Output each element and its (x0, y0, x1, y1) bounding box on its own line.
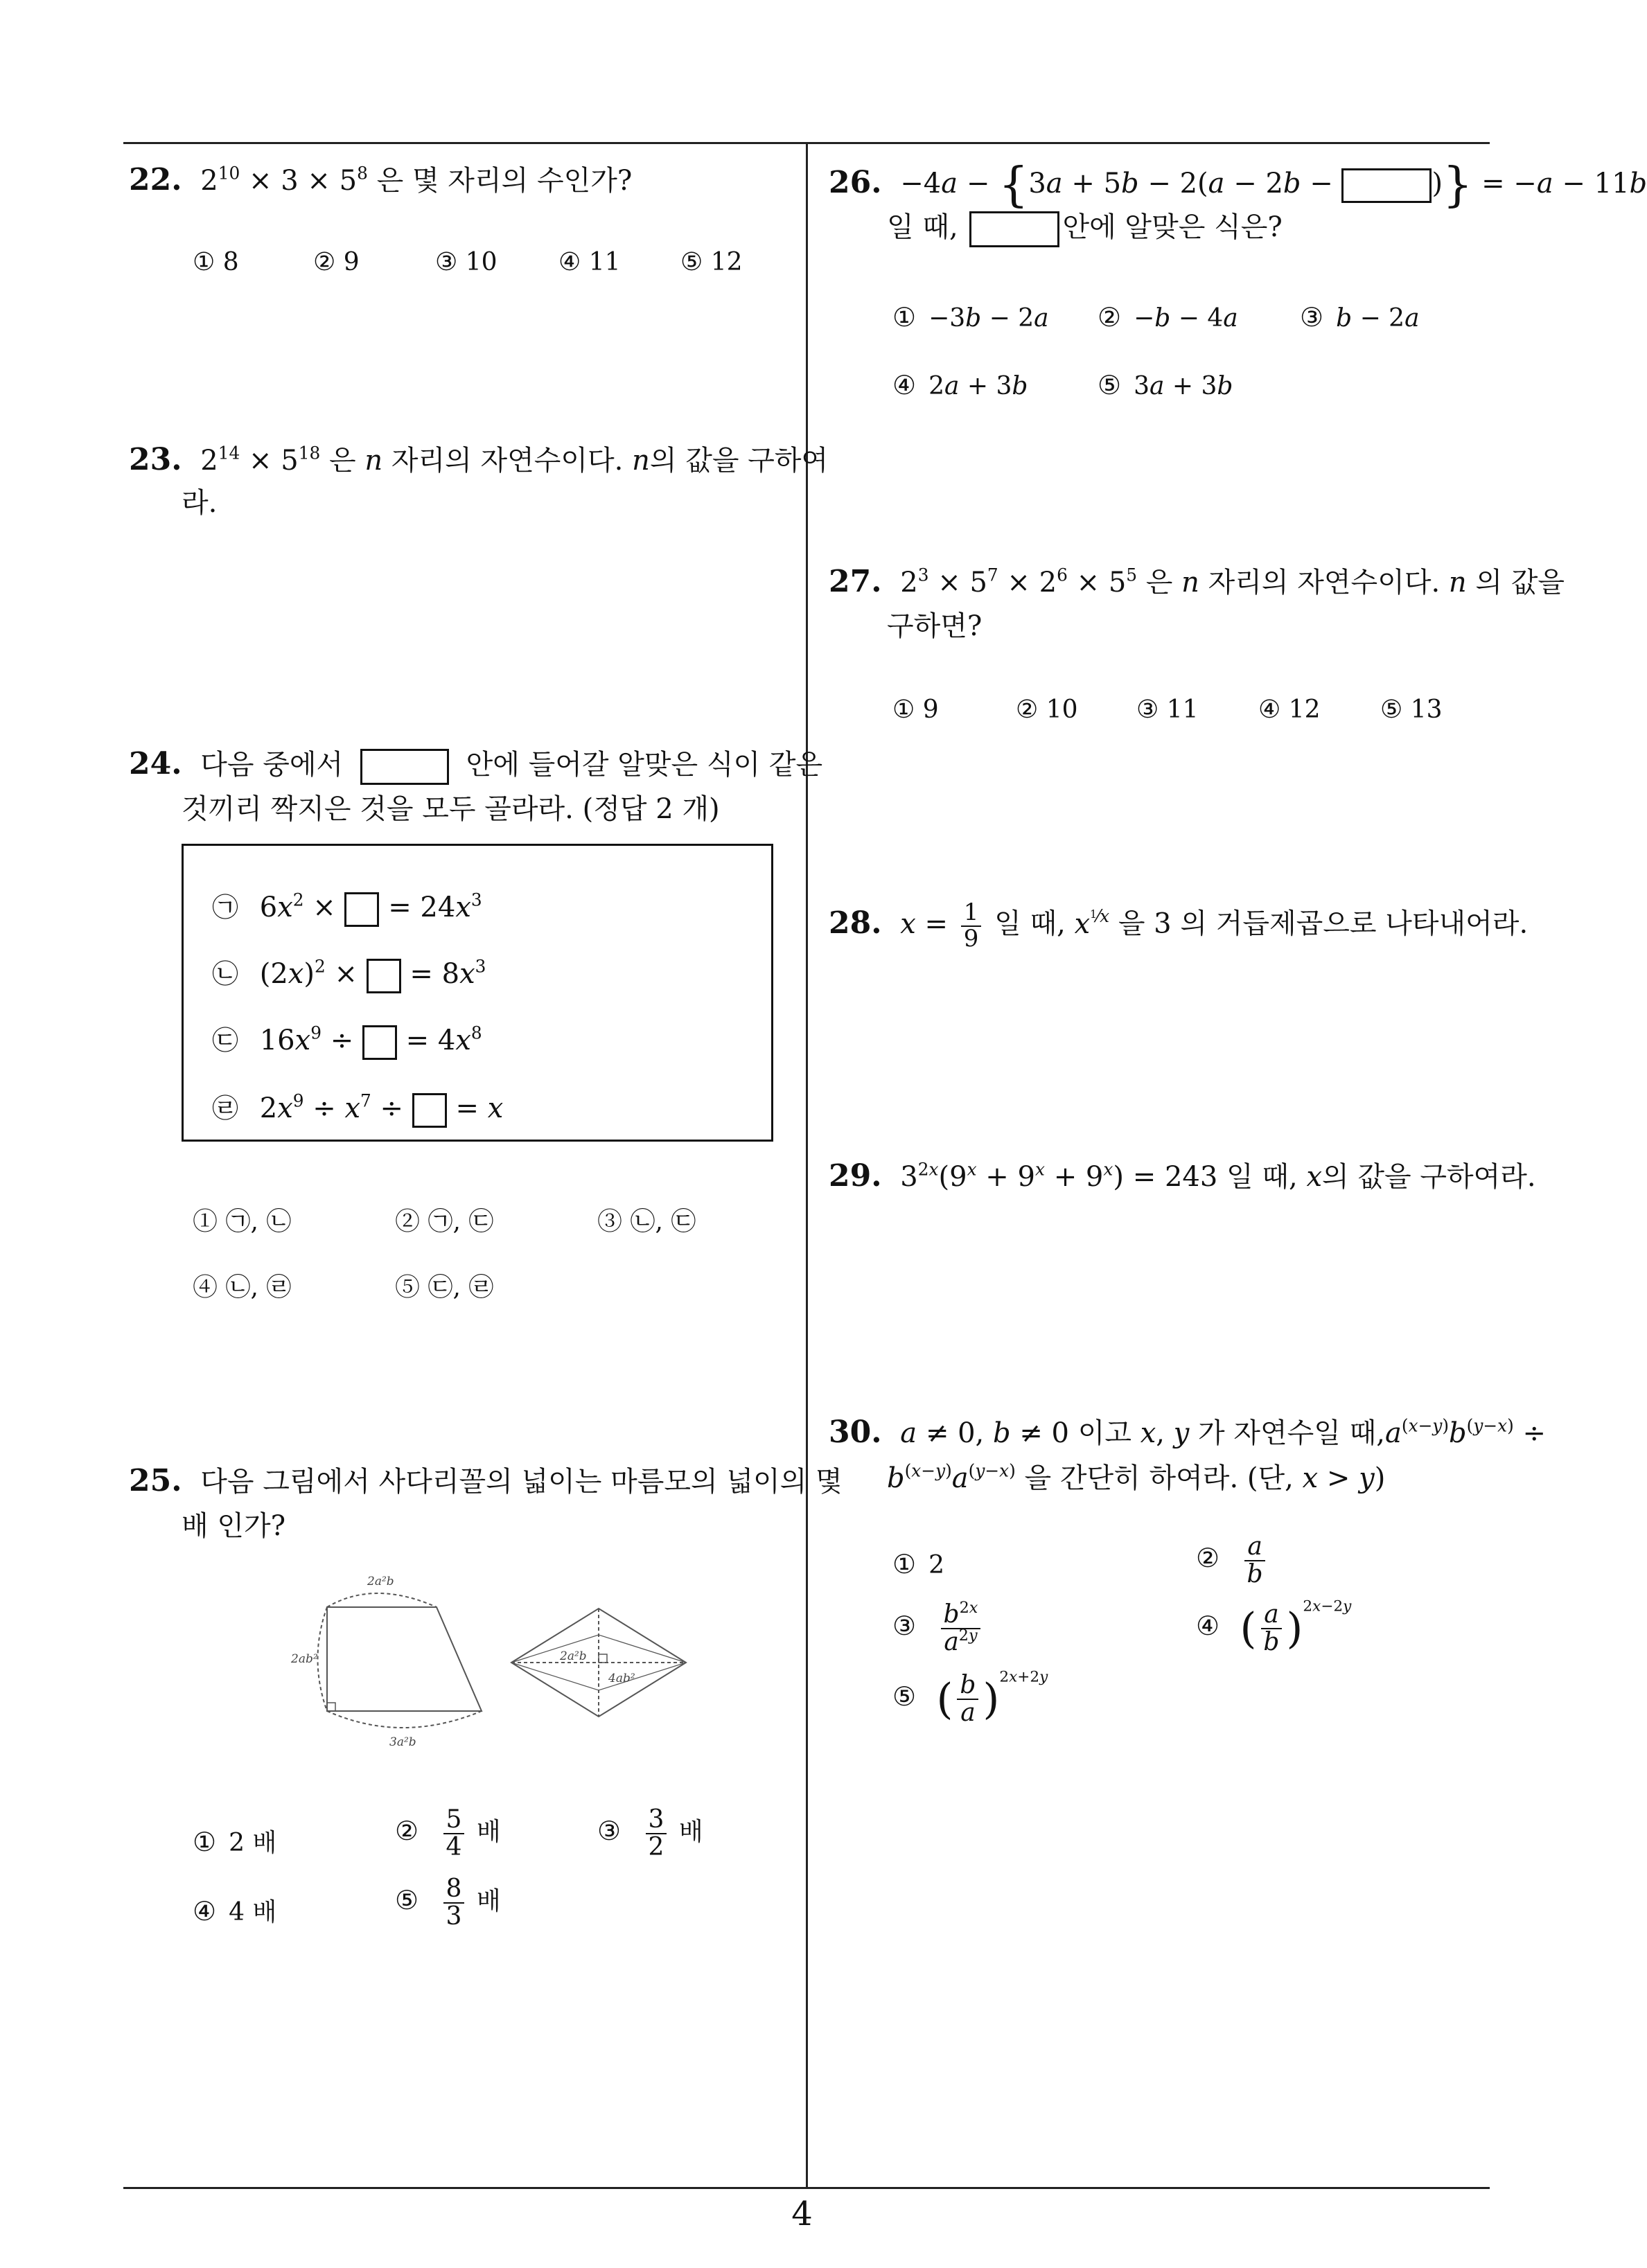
choice-3[interactable]: ③ 11 (1136, 696, 1199, 724)
item-c: ㉢ $16x^9$ ÷ = $4x^8$ (212, 1021, 482, 1060)
math-expression: x = $\frac{1}{9}$ (900, 908, 985, 940)
choice-label: ③ (597, 1815, 622, 1846)
question-number: 28. (829, 905, 882, 941)
choice-3[interactable] (892, 1599, 985, 1656)
choice-5[interactable] (892, 1668, 1048, 1727)
question-number: 30. (829, 1415, 882, 1450)
choice-5[interactable]: ⑤ 12 (680, 248, 743, 276)
label-diagonal: 4ab² (608, 1672, 635, 1685)
question-text: 안에 들어갈 알맞은 식이 같은 (466, 749, 823, 781)
unit: 배 (476, 1886, 501, 1915)
item-label: ㉠ (212, 892, 239, 923)
choice-label: ② (1196, 1542, 1220, 1573)
choice-2[interactable]: ② 10 (1016, 696, 1078, 724)
choice-4[interactable]: ④ 11 (558, 248, 621, 276)
choice-3[interactable] (597, 1807, 703, 1861)
choice-4[interactable]: ④ 12 (1258, 696, 1321, 724)
question-text: 의 값을 (1475, 567, 1565, 599)
question-text: 일 때, (887, 211, 958, 243)
question-text: 은 (328, 445, 356, 477)
question-number: 24. (129, 746, 182, 781)
question-text: 구하면? (887, 610, 983, 642)
math-expression: a ≠ 0, b ≠ 0 (900, 1417, 1069, 1449)
choice-4[interactable] (193, 1893, 276, 1928)
choice-label: ④ (193, 1896, 217, 1926)
question-text: 자리의 자연수이다. (1208, 567, 1441, 599)
choice-value: $\frac{5}{4}$ (443, 1807, 465, 1861)
choice-label: ④ (892, 370, 917, 400)
choice-3[interactable]: ③ b − 2a (1300, 302, 1420, 333)
choice-value: 2 (928, 1551, 944, 1579)
choice-value: 4 (229, 1898, 245, 1926)
choice-label: ③ (892, 1610, 917, 1641)
question-text: 의 값을 구하여라. (1322, 1161, 1536, 1193)
choice-label: ① (892, 1549, 917, 1579)
question-text: 의 값을 구하여 (649, 445, 829, 477)
choice-2[interactable] (1196, 1534, 1270, 1588)
choice-label: ① (892, 302, 917, 333)
item-b: ㉡ $(2x)^2$ × = $8x^3$ (212, 955, 486, 993)
question-text: 을 간단히 하여라. (단, (1024, 1462, 1294, 1494)
unit: 배 (252, 1898, 277, 1926)
question-number: 29. (829, 1158, 882, 1194)
choice-4[interactable]: ④ 2a + 3b (892, 370, 1028, 400)
trapezoid-rhombus-figure (277, 1566, 707, 1753)
question-text: 은 몇 자리의 수인가? (376, 165, 633, 197)
choice-label: ② (395, 1815, 419, 1846)
question-text: 일 때, (1226, 1161, 1298, 1193)
variable-n: n (1181, 567, 1199, 599)
choice-4[interactable]: ④ ㉡, ㉣ (193, 1273, 292, 1302)
label-half-diagonal: 2a²b (560, 1649, 587, 1663)
math-expression: $b^{(x-y)}a^{(y-x)}$ (887, 1460, 1016, 1494)
choice-value: ( $\frac{a}{b}$ )$^{2x-2y}$ (1240, 1597, 1352, 1656)
variable-x: x (1306, 1161, 1323, 1193)
item-a: ㉠ $6x^2$ × = $24x^3$ (212, 888, 482, 927)
choice-label: ③ (1300, 302, 1324, 333)
variable-x: x (1140, 1417, 1156, 1449)
choice-4[interactable] (1196, 1597, 1352, 1656)
question-text: 일 때, (994, 907, 1066, 940)
choice-5[interactable] (395, 1876, 501, 1930)
item-label: ㉡ (212, 959, 239, 989)
choice-2[interactable] (395, 1807, 501, 1861)
label-top: 2a²b (367, 1575, 394, 1588)
item-label: ㉢ (212, 1025, 239, 1056)
unit: 배 (252, 1829, 277, 1857)
question-number: 23. (129, 442, 182, 477)
choice-3[interactable]: ③ 10 (435, 248, 497, 276)
choice-1[interactable]: ① −3b − 2a (892, 302, 1049, 333)
choice-2[interactable]: ② −b − 4a (1098, 302, 1238, 333)
question-text: 이고 (1077, 1417, 1131, 1449)
choice-value: $\frac{3}{2}$ (646, 1807, 667, 1861)
question-text: 안에 알맞은 식은? (1062, 211, 1283, 243)
unit: 배 (678, 1817, 703, 1846)
question-text: 을 3 의 거듭제곱으로 나타내어라. (1118, 907, 1529, 940)
question-number: 22. (129, 162, 182, 197)
item-d: ㉣ $2x^9 \div x^7$ ÷ = x (212, 1089, 503, 1128)
variable-n: n (1448, 567, 1467, 599)
choice-label: ⑤ (1098, 370, 1122, 400)
choice-3[interactable]: ③ ㉡, ㉢ (597, 1207, 696, 1236)
choice-2[interactable]: ② 9 (313, 248, 360, 276)
choice-1[interactable] (193, 1823, 276, 1859)
blank-box (360, 749, 449, 785)
question-number: 26. (829, 165, 882, 200)
question-text: 가 자연수일 때, (1198, 1417, 1386, 1449)
question-number: 25. (129, 1463, 182, 1498)
math-expression: $2^{10} \times 3 \times 5^8$ (200, 163, 368, 197)
bottom-rule (123, 2187, 1490, 2189)
choice-value: $\frac{a}{b}$ (1244, 1534, 1266, 1588)
question-text: 자리의 자연수이다. (391, 445, 624, 477)
choice-value: ( $\frac{b}{a}$ )$^{2x+2y}$ (936, 1668, 1048, 1727)
math-expression: −4a − {3a + 5b − 2(a − 2b − )} = −a − 11b (900, 158, 1647, 213)
blank-box (969, 211, 1059, 247)
choice-label: ① (193, 1827, 217, 1857)
choice-2[interactable]: ② ㉠, ㉢ (395, 1207, 494, 1236)
variable-y: y (1173, 1417, 1190, 1449)
math-expression: $2^3 \times 5^7 \times 2^6 \times 5^5$ (900, 565, 1138, 599)
math-expression: $2^{14} \times 5^{18}$ (200, 443, 321, 477)
question-text: 것끼리 짝지은 것을 모두 골라라. (정답 2 개) (182, 793, 720, 825)
label-left: 2ab² (291, 1652, 318, 1666)
label-bottom: 3a²b (389, 1735, 416, 1749)
trapezoid-figure (318, 1593, 482, 1728)
choice-label: ② (1098, 302, 1122, 333)
choice-value: $\frac{b^{2x}}{a^{2y}}$ (941, 1602, 981, 1656)
choice-1[interactable]: ① ㉠, ㉡ (193, 1207, 292, 1236)
page-number: 4 (791, 2195, 813, 2233)
choice-1[interactable] (892, 1549, 944, 1579)
item-label: ㉣ (212, 1093, 239, 1124)
question-text: 라. (182, 487, 218, 519)
question-number: 27. (829, 564, 882, 599)
unit: 배 (476, 1817, 501, 1846)
question-text: 다음 그림에서 사다리꼴의 넓이는 마름모의 넓이의 몇 (200, 1466, 843, 1498)
choice-value: $\frac{8}{3}$ (443, 1876, 465, 1930)
question-text: 다음 중에서 (200, 749, 344, 781)
choice-label: ⑤ (395, 1884, 419, 1915)
rhombus-figure (511, 1609, 686, 1717)
variable-n: n (632, 445, 650, 477)
choice-1[interactable]: ① 9 (892, 696, 939, 724)
math-expression: $3^{2x}(9^x + 9^x + 9^x) = 243$ (900, 1159, 1218, 1193)
question-text: 배 인가? (182, 1510, 286, 1542)
choice-1[interactable]: ① 8 (193, 248, 239, 276)
choice-value: 2 (229, 1829, 245, 1857)
choice-5[interactable]: ⑤ 13 (1380, 696, 1443, 724)
choice-5[interactable]: ⑤ 3a + 3b (1098, 370, 1233, 400)
choice-label: ④ (1196, 1610, 1220, 1641)
question-text: 은 (1145, 567, 1173, 599)
choice-label: ⑤ (892, 1681, 917, 1712)
variable-n: n (364, 445, 383, 477)
math-expression: $a^{(x-y)}b^{(y-x)}$ ÷ (1385, 1415, 1547, 1449)
math-expression: $x^{^1⁄x}$ (1074, 906, 1110, 940)
choice-5[interactable]: ⑤ ㉢, ㉣ (395, 1273, 494, 1302)
